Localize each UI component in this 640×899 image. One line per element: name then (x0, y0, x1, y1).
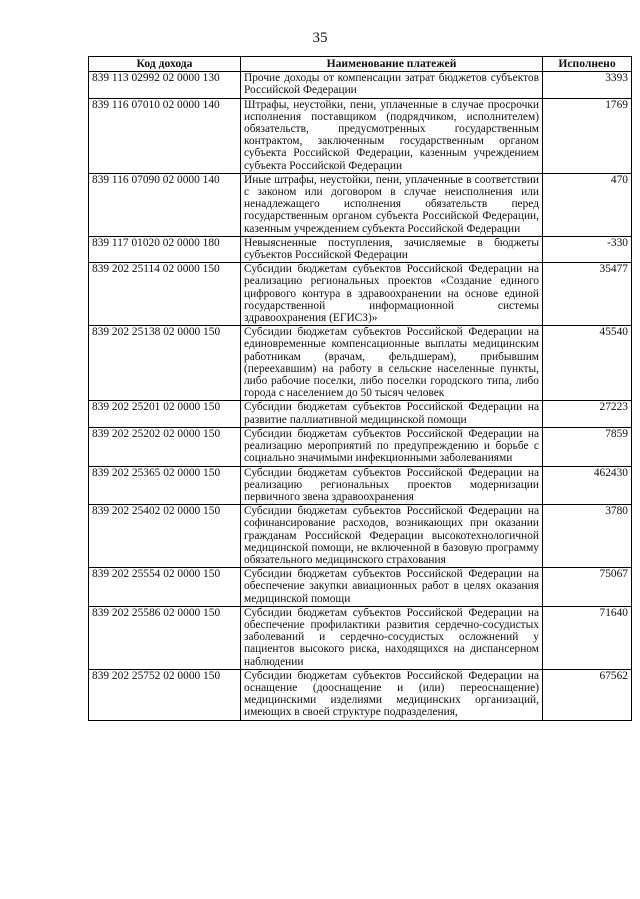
income-code: 839 117 01020 02 0000 180 (89, 236, 241, 262)
table-row (89, 669, 632, 720)
income-code: 839 202 25202 02 0000 150 (89, 427, 241, 466)
income-code: 839 202 25554 02 0000 150 (89, 568, 241, 607)
table-row (89, 466, 632, 505)
executed-amount: 71640 (543, 606, 632, 669)
payment-name: Штрафы, неустойки, пени, уплаченные в случае просрочки исполнения поставщиком (подрядчиком, исполнителем) обязательств, предусмотренных государственным контрактом, заключенным государственным органом субъекта Российской Федерации, казенным учреждением субъекта Российской Федерации (241, 98, 543, 173)
executed-amount: 1769 (543, 98, 632, 173)
table-row (89, 427, 632, 466)
table-row (89, 173, 632, 236)
table-header-row (89, 57, 632, 72)
payment-name: Субсидии бюджетам субъектов Российской Федерации на обеспечение профилактики развития сердечно-сосудистых заболеваний и сердечно-сосудистых осложнений у пациентов высокого риска, находящихся на диспансерном наблюдении (241, 606, 543, 669)
income-code: 839 202 25402 02 0000 150 (89, 505, 241, 568)
income-code: 839 202 25114 02 0000 150 (89, 263, 241, 326)
revenue-table (88, 56, 632, 721)
table-row (89, 606, 632, 669)
executed-amount: 35477 (543, 263, 632, 326)
table-row (89, 505, 632, 568)
income-code: 839 113 02992 02 0000 130 (89, 72, 241, 98)
income-code: 839 202 25752 02 0000 150 (89, 669, 241, 720)
income-code: 839 202 25586 02 0000 150 (89, 606, 241, 669)
payment-name: Субсидии бюджетам субъектов Российской Федерации на оснащение (дооснащение и (или) переоснащение) медицинскими изделиями медицинских организаций, имеющих в своей структуре подразделения, (241, 669, 543, 720)
payment-name: Субсидии бюджетам субъектов Российской Федерации на единовременные компенсационные выплаты медицинским работникам (врачам, фельдшерам), прибывшим (переехавшим) на работу в сельские населенные пункты, либо рабочие поселки, либо поселки городского типа, либо города с населением до 50 тысяч человек (241, 326, 543, 401)
executed-amount: -330 (543, 236, 632, 262)
executed-amount: 7859 (543, 427, 632, 466)
executed-amount: 3393 (543, 72, 632, 98)
table-row (89, 236, 632, 262)
payment-name: Иные штрафы, неустойки, пени, уплаченные в соответствии с законом или договором в случае неисполнения или ненадлежащего исполнения обязательств перед государственным органом субъекта Российской Федерации, казенным учреждением субъекта Российской Федерации (241, 173, 543, 236)
payment-name: Субсидии бюджетам субъектов Российской Федерации на обеспечение закупки авиационных работ в целях оказания медицинской помощи (241, 568, 543, 607)
table-row (89, 98, 632, 173)
income-code: 839 202 25138 02 0000 150 (89, 326, 241, 401)
payment-name: Субсидии бюджетам субъектов Российской Федерации на софинансирование расходов, возникающих при оказании гражданам Российской Федерации высокотехнологичной медицинской помощи, не включенной в базовую программу обязательного медицинского страхования (241, 505, 543, 568)
executed-amount: 27223 (543, 401, 632, 427)
table-row (89, 568, 632, 607)
header-code: Код дохода (89, 57, 241, 72)
executed-amount: 462430 (543, 466, 632, 505)
payment-name: Субсидии бюджетам субъектов Российской Федерации на реализацию региональных проектов «Создание единого цифрового контура в здравоохранении на основе единой государственной информационной системы здравоохранения (ЕГИСЗ)» (241, 263, 543, 326)
payment-name: Субсидии бюджетам субъектов Российской Федерации на реализацию мероприятий по предупреждению и борьбе с социально значимыми инфекционными заболеваниями (241, 427, 543, 466)
table-row (89, 72, 632, 98)
payment-name: Прочие доходы от компенсации затрат бюджетов субъектов Российской Федерации (241, 72, 543, 98)
executed-amount: 67562 (543, 669, 632, 720)
executed-amount: 75067 (543, 568, 632, 607)
table-row (89, 326, 632, 401)
executed-amount: 3780 (543, 505, 632, 568)
table-row (89, 401, 632, 427)
payment-name: Субсидии бюджетам субъектов Российской Федерации на развитие паллиативной медицинской помощи (241, 401, 543, 427)
income-code: 839 202 25201 02 0000 150 (89, 401, 241, 427)
header-amount: Исполнено (543, 57, 632, 72)
payment-name: Невыясненные поступления, зачисляемые в бюджеты субъектов Российской Федерации (241, 236, 543, 262)
income-code: 839 116 07010 02 0000 140 (89, 98, 241, 173)
payment-name: Субсидии бюджетам субъектов Российской Федерации на реализацию региональных проектов модернизации первичного звена здравоохранения (241, 466, 543, 505)
executed-amount: 470 (543, 173, 632, 236)
table-row (89, 263, 632, 326)
income-code: 839 202 25365 02 0000 150 (89, 466, 241, 505)
header-name: Наименование платежей (241, 57, 543, 72)
page-number: 35 (312, 30, 328, 46)
income-code: 839 116 07090 02 0000 140 (89, 173, 241, 236)
executed-amount: 45540 (543, 326, 632, 401)
